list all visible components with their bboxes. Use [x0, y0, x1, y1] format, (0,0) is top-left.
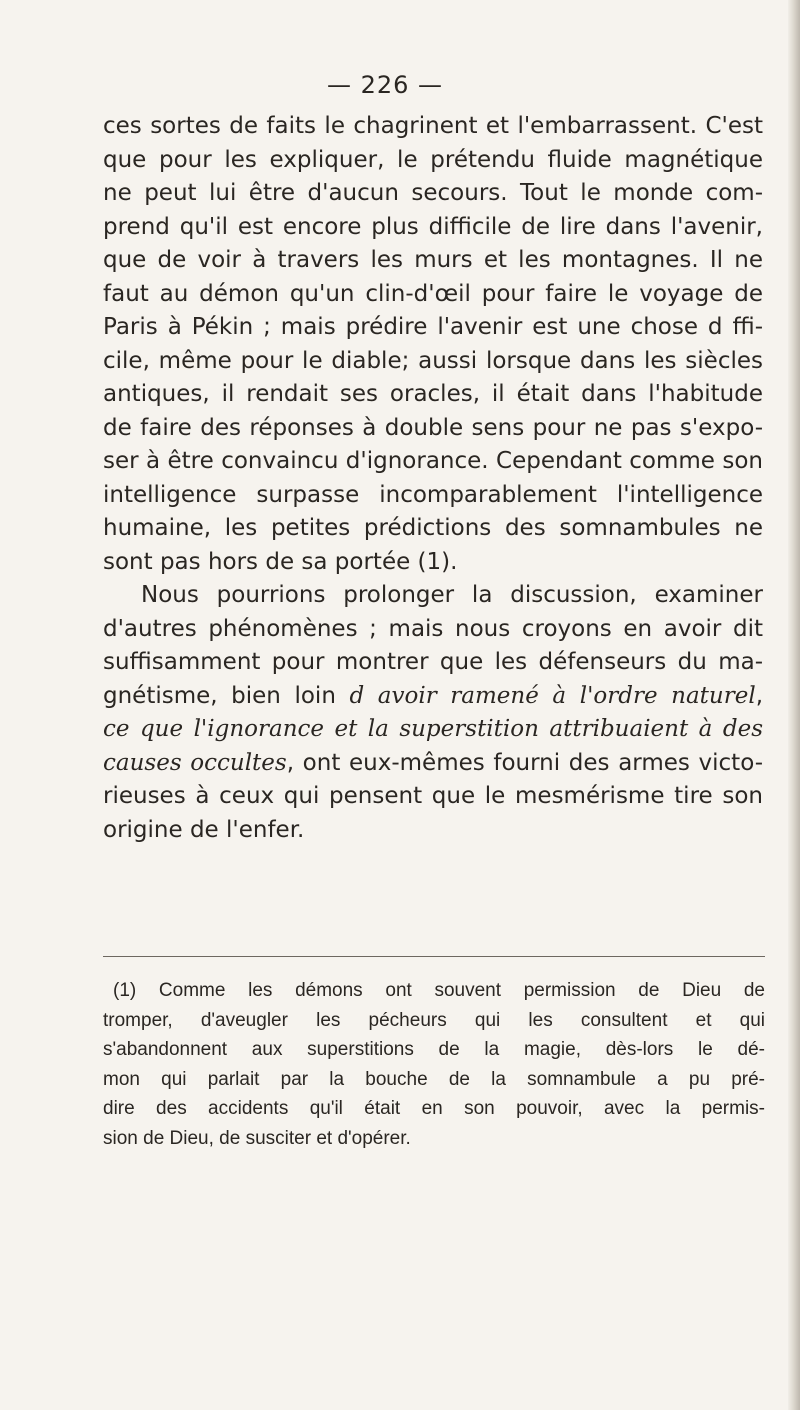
footnote-block — [103, 976, 765, 1153]
text-segment: gnétisme, bien loin — [103, 682, 336, 709]
text-segment: , ont eux-mêmes fourni des armes victo- — [286, 749, 763, 776]
text-line: suffisamment pour montrer que les défenseurs du ma- — [103, 649, 763, 675]
text-line: d'autres phénomènes ; mais nous croyons en avoir dit — [103, 615, 763, 642]
footnote-rule — [103, 956, 765, 957]
footnote-line: dire des accidents qu'il était en son pouvoir, avec la permis- — [103, 1098, 765, 1119]
page-edge-shadow — [788, 0, 800, 1410]
footnote-line: tromper, d'aveugler les pécheurs qui les consultent et qui — [103, 1009, 765, 1031]
text-line: Nous pourrions prolonger la discussion, examiner — [141, 582, 763, 608]
text-line: que de voir à travers les murs et les montagnes. Il ne — [103, 247, 763, 273]
text-line: rieuses à ceux qui pensent que le mesmérisme tire son — [103, 783, 763, 809]
text-line: cile, même pour le diable; aussi lorsque dans les siècles — [103, 347, 763, 374]
text-line: ser à être convaincu d'ignorance. Cependant comme son — [103, 448, 763, 474]
footnote-line: s'abandonnent aux superstitions de la magie, dès-lors le dé- — [103, 1039, 765, 1060]
text-line: prend qu'il est encore plus difficile de lire dans l'avenir, — [103, 213, 763, 240]
footnote-line: sion de Dieu, de susciter et d'opérer. — [103, 1127, 411, 1149]
text-line: antiques, il rendait ses oracles, il était dans l'habitude — [103, 381, 763, 407]
main-text — [103, 110, 763, 847]
text-line: que pour les expliquer, le prétendu fluide magnétique — [103, 146, 763, 173]
text-line: intelligence surpasse incomparablement l'intelligence — [103, 481, 763, 508]
text-segment: , — [755, 682, 764, 709]
text-line: faut au démon qu'un clin-d'œil pour faire le voyage de — [103, 280, 763, 307]
text-line: sont pas hors de sa portée (1). — [103, 548, 458, 575]
footnote-line: (1) Comme les démons ont souvent permission de Dieu de — [113, 980, 765, 1001]
text-line: humaine, les petites prédictions des somnambules ne — [103, 515, 763, 541]
text-line: ces sortes de faits le chagrinent et l'embarrassent. C'est — [103, 113, 763, 139]
text-line: Paris à Pékin ; mais prédire l'avenir est une chose d ffi- — [103, 314, 763, 340]
italic-text-segment: causes occultes — [103, 749, 287, 776]
text-line — [103, 747, 763, 781]
footnote-line: mon qui parlait par la bouche de la somnambule a pu pré- — [103, 1068, 765, 1090]
text-line: de faire des réponses à double sens pour ne pas s'expo- — [103, 414, 763, 441]
text-line: ce que l'ignorance et la superstition attribuaient à des — [103, 716, 763, 742]
italic-text-segment: d avoir ramené à l'ordre naturel — [349, 682, 756, 709]
text-line — [103, 680, 763, 714]
text-line: origine de l'enfer. — [103, 816, 305, 843]
page-number: — 226 — — [326, 71, 444, 99]
text-line: ne peut lui être d'aucun secours. Tout le monde com- — [103, 180, 763, 206]
